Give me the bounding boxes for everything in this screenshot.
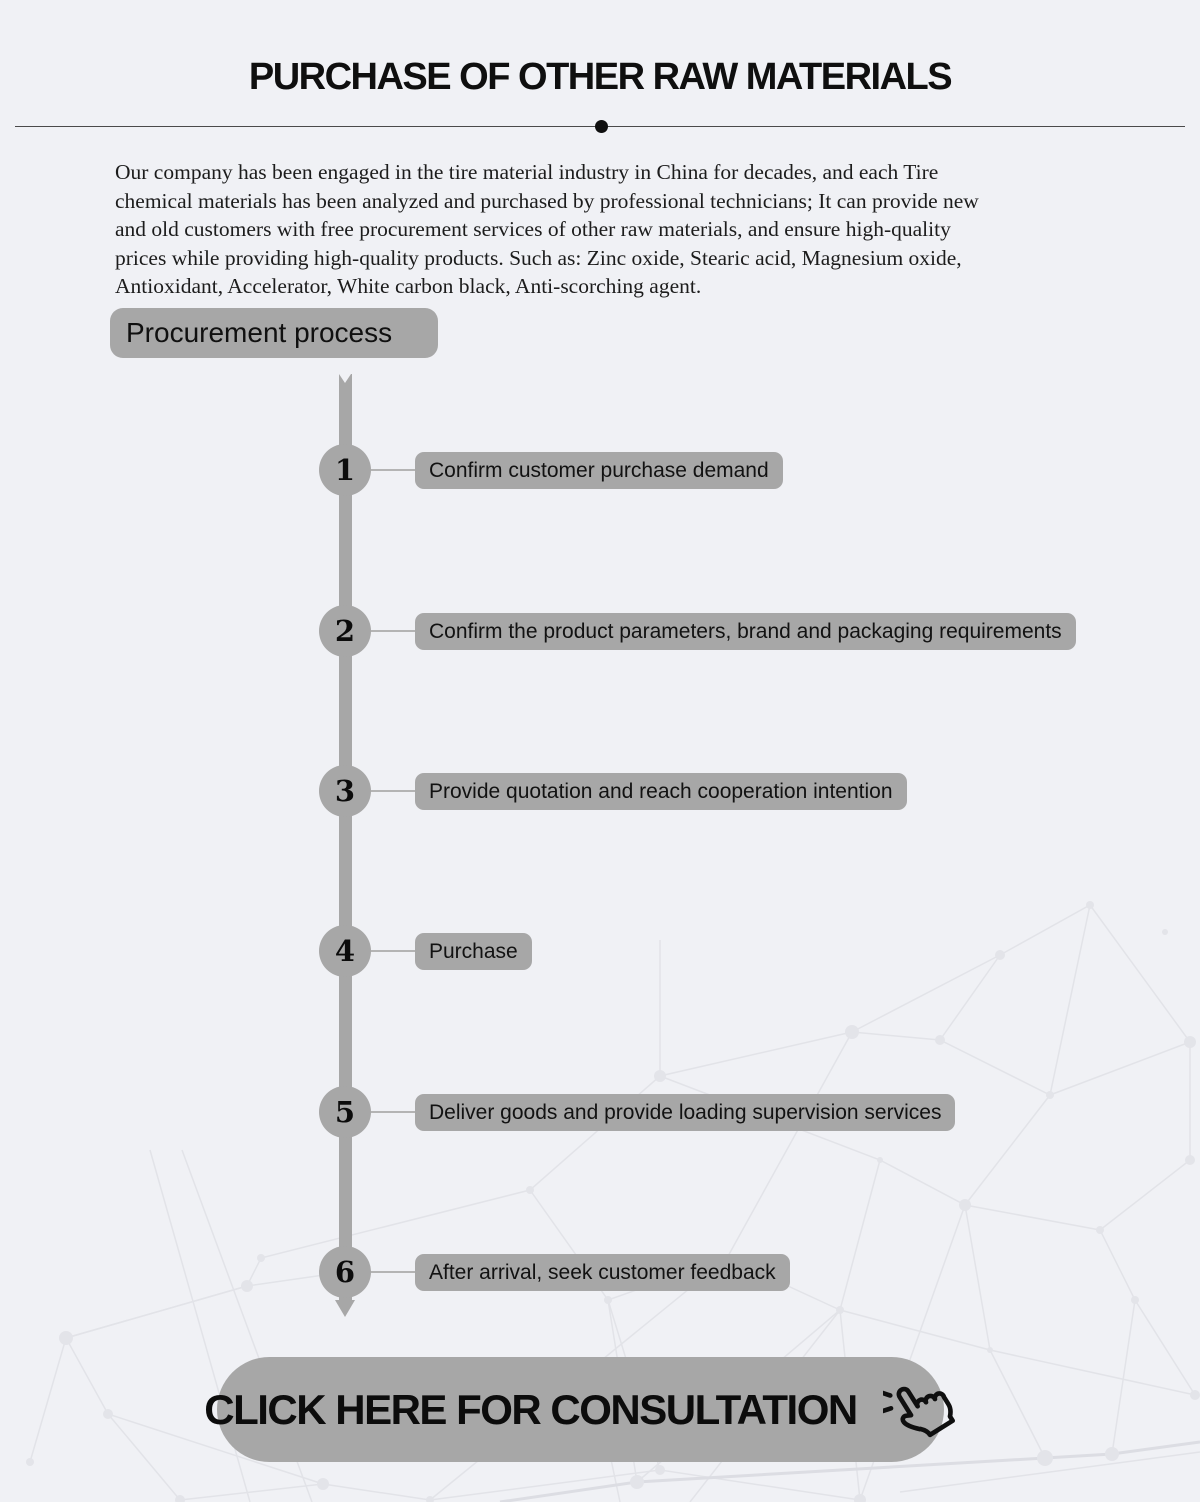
intro-line: Antioxidant, Accelerator, White carbon black, Anti-scorching agent. <box>115 274 702 299</box>
step-label: Confirm customer purchase demand <box>415 452 783 489</box>
intro-line: chemical materials has been analyzed and purchased by professional technicians; It can provide new <box>115 188 979 213</box>
step-connector-line <box>371 469 415 471</box>
step-number-circle <box>319 444 371 496</box>
step-number: 4 <box>334 933 356 968</box>
consultation-button-label: CLICK HERE FOR CONSULTATION <box>204 1385 857 1433</box>
step-number: 3 <box>334 773 356 808</box>
consultation-button[interactable] <box>204 1357 944 1462</box>
process-step-2 <box>319 605 1076 657</box>
step-number-circle <box>319 765 371 817</box>
step-label: Confirm the product parameters, brand and packaging requirements <box>415 613 1076 650</box>
step-number: 5 <box>334 1094 356 1129</box>
process-step-4 <box>319 925 532 977</box>
step-connector-line <box>371 1111 415 1113</box>
timeline-top-notch <box>339 374 351 383</box>
step-number-circle <box>319 1246 371 1298</box>
timeline-bar <box>339 374 352 1302</box>
step-number-circle <box>319 925 371 977</box>
step-label: After arrival, seek customer feedback <box>415 1254 790 1291</box>
step-number: 2 <box>334 613 356 648</box>
timeline-arrow-icon <box>335 1300 355 1317</box>
process-step-5 <box>319 1086 955 1138</box>
step-number: 1 <box>334 452 356 487</box>
step-connector-line <box>371 950 415 952</box>
procurement-process-heading: Procurement process <box>110 308 438 358</box>
step-number: 6 <box>334 1254 356 1289</box>
step-connector-line <box>371 630 415 632</box>
page-title: PURCHASE OF OTHER RAW MATERIALS <box>248 56 952 98</box>
process-step-3 <box>319 765 907 817</box>
intro-line: Our company has been engaged in the tire material industry in China for decades, and each Tire <box>115 160 939 184</box>
hand-click-icon <box>883 1373 957 1447</box>
process-step-6 <box>319 1246 790 1298</box>
step-number-circle <box>319 1086 371 1138</box>
step-label: Purchase <box>415 933 532 970</box>
intro-paragraph <box>115 158 1155 301</box>
step-number-circle <box>319 605 371 657</box>
process-step-1 <box>319 444 783 496</box>
intro-line: and old customers with free procurement services of other raw materials, and ensure high-quality <box>115 217 951 242</box>
step-label: Deliver goods and provide loading supervision services <box>415 1094 955 1131</box>
step-connector-line <box>371 1271 415 1273</box>
step-connector-line <box>371 790 415 792</box>
intro-line: prices while providing high-quality products. Such as: Zinc oxide, Stearic acid, Magnesium oxide, <box>115 245 962 270</box>
step-label: Provide quotation and reach cooperation intention <box>415 773 907 810</box>
divider-dot <box>595 120 608 133</box>
